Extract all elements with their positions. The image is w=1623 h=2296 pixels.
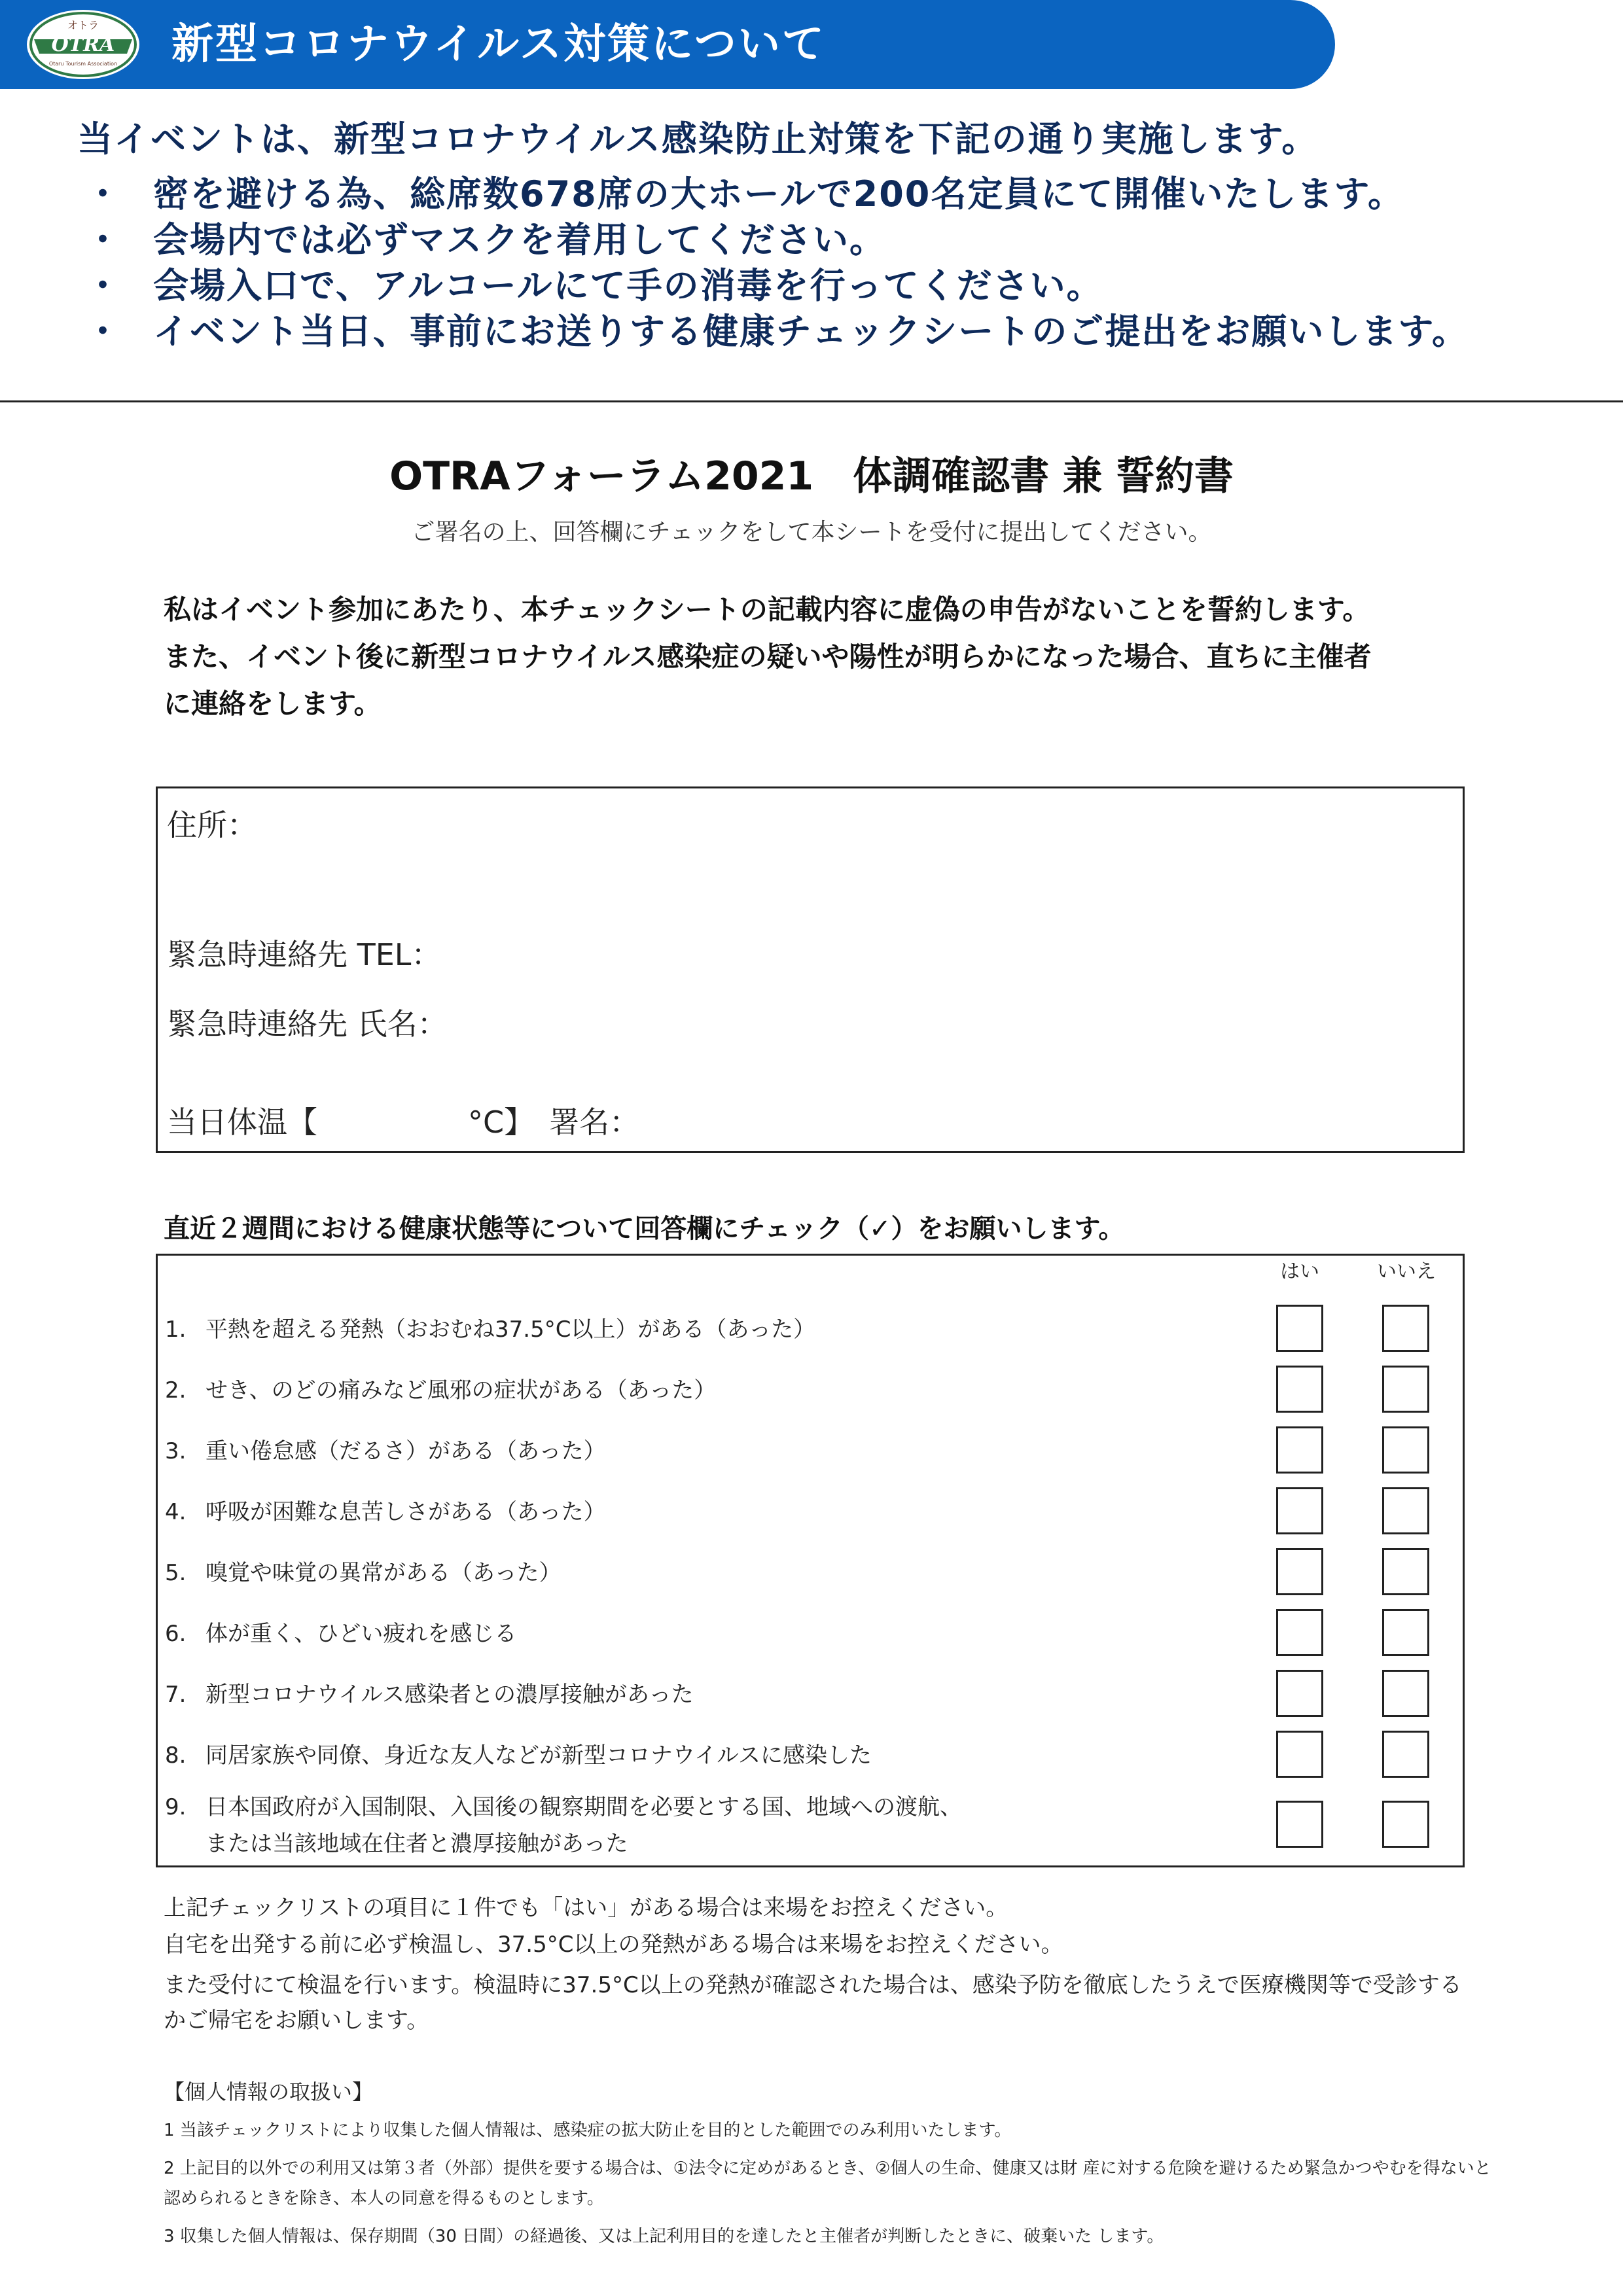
answer-yes-checkbox[interactable] [1276,1609,1323,1656]
answer-yes-checkbox[interactable] [1276,1548,1323,1595]
svg-text:Otaru Tourism Association: Otaru Tourism Association [48,61,118,67]
answer-no-checkbox[interactable] [1382,1305,1429,1352]
answer-no-checkbox[interactable] [1382,1670,1429,1717]
no-column-header: いいえ [1377,1260,1436,1283]
answer-yes-checkbox[interactable] [1276,1731,1323,1778]
privacy-line: 2 上記目的以外での利用又は第３者（外部）提供を要する場合は、①法令に定めがあるとき、②個人の生命、健康又は財 産に対する危険を避けるため緊急かつやむを得ないと [164,2159,1491,2178]
banner-title: 新型コロナウイルス対策について [171,20,826,69]
question-row: 6. 体が重く、ひどい疲れを感じる [165,1621,517,1647]
answer-no-checkbox[interactable] [1382,1487,1429,1534]
note-line: かご帰宅をお願いします。 [164,2007,429,2034]
note-line: 上記チェックリストの項目に１件でも「はい」がある場合は来場をお控えください。 [164,1895,1008,1921]
svg-text:OTRA: OTRA [51,33,115,56]
notice-lead: 当イベントは、新型コロナウイルス感染防止対策を下記の通り実施します。 [77,118,1319,160]
privacy-heading: 【個人情報の取扱い】 [164,2079,374,2104]
pledge-text: 私はイベント参加にあたり、本チェックシートの記載内容に虚偽の申告がないことを誓約します。 また、イベント後に新型コロナウイルス感染症の疑いや陽性が明らかになった場合、直ちに主催者 に連絡をします。 [164,593,1372,720]
answer-yes-checkbox[interactable] [1276,1426,1323,1474]
form-title: OTRAフォーラム2021 体調確認書 兼 誓約書 [389,453,1234,499]
note-line: 自宅を出発する前に必ず検温し、37.5°C以上の発熱がある場合は来場をお控えください。 [164,1932,1063,1958]
answer-yes-checkbox[interactable] [1276,1670,1323,1717]
address-field[interactable]: 住所： [167,807,257,843]
otra-logo [25,8,141,81]
answer-no-checkbox[interactable] [1382,1609,1429,1656]
answer-yes-checkbox[interactable] [1276,1801,1323,1848]
question-row: 1. 平熱を超える発熱（おおむね37.5°C以上）がある（あった） [165,1316,816,1343]
privacy-line: 3 収集した個人情報は、保存期間（30 日間）の経過後、又は上記利用目的を達したと主催者が判断したときに、破棄いた します。 [164,2227,1164,2246]
checklist-instruction: 直近２週間における健康状態等について回答欄にチェック（✓）をお願いします。 [164,1214,1125,1244]
question-row: 4. 呼吸が困難な息苦しさがある（あった） [165,1499,606,1525]
answer-no-checkbox[interactable] [1382,1366,1429,1413]
note-line: また受付にて検温を行います。検温時に37.5°C以上の発熱が確認された場合は、感染予防を徹底したうえで医療機関等で受診する [164,1972,1462,1998]
answer-no-checkbox[interactable] [1382,1548,1429,1595]
question-row: 5. 嗅覚や味覚の異常がある（あった） [165,1560,562,1586]
emergency-tel-field[interactable]: 緊急時連絡先 TEL： [167,937,442,972]
notice-item: ・ 密を避ける為、総席数678席の大ホールで200名定員にて開催いたします。 [85,173,1405,215]
notice-item: ・ イベント当日、事前にお送りする健康チェックシートのご提出をお願いします。 [85,311,1469,352]
answer-no-checkbox[interactable] [1382,1426,1429,1474]
temperature-signature-field[interactable]: 当日体温【 °C】 署名： [167,1104,640,1140]
answer-yes-checkbox[interactable] [1276,1366,1323,1413]
divider [0,400,1623,402]
question-row: 7. 新型コロナウイルス感染者との濃厚接触があった [165,1682,694,1708]
svg-text:オトラ: オトラ [67,19,99,31]
answer-no-checkbox[interactable] [1382,1801,1429,1848]
header-banner [0,0,1335,89]
notice-item: ・ 会場内では必ずマスクを着用してください。 [85,219,886,260]
question-row: 9. 日本国政府が入国制限、入国後の観察期間を必要とする国、地域への渡航、 または当該地域在住者と濃厚接触があった [165,1794,962,1857]
personal-info-box [156,786,1465,1153]
emergency-name-field[interactable]: 緊急時連絡先 氏名： [167,1006,448,1042]
question-row: 2. せき、のどの痛みなど風邪の症状がある（あった） [165,1377,717,1404]
yes-column-header: はい [1280,1260,1319,1283]
answer-yes-checkbox[interactable] [1276,1487,1323,1534]
privacy-line: 1 当該チェックリストにより収集した個人情報は、感染症の拡大防止を目的とした範囲でのみ利用いたします。 [164,2121,1012,2140]
question-row: 3. 重い倦怠感（だるさ）がある（あった） [165,1438,606,1464]
question-row: 8. 同居家族や同僚、身近な友人などが新型コロナウイルスに感染した [165,1742,872,1769]
privacy-line: 認められるときを除き、本人の同意を得るものとします。 [164,2189,604,2208]
notice-item: ・ 会場入口で、アルコールにて手の消毒を行ってください。 [85,265,1103,306]
answer-no-checkbox[interactable] [1382,1731,1429,1778]
form-subtitle: ご署名の上、回答欄にチェックをして本シートを受付に提出してください。 [411,519,1212,546]
answer-yes-checkbox[interactable] [1276,1305,1323,1352]
